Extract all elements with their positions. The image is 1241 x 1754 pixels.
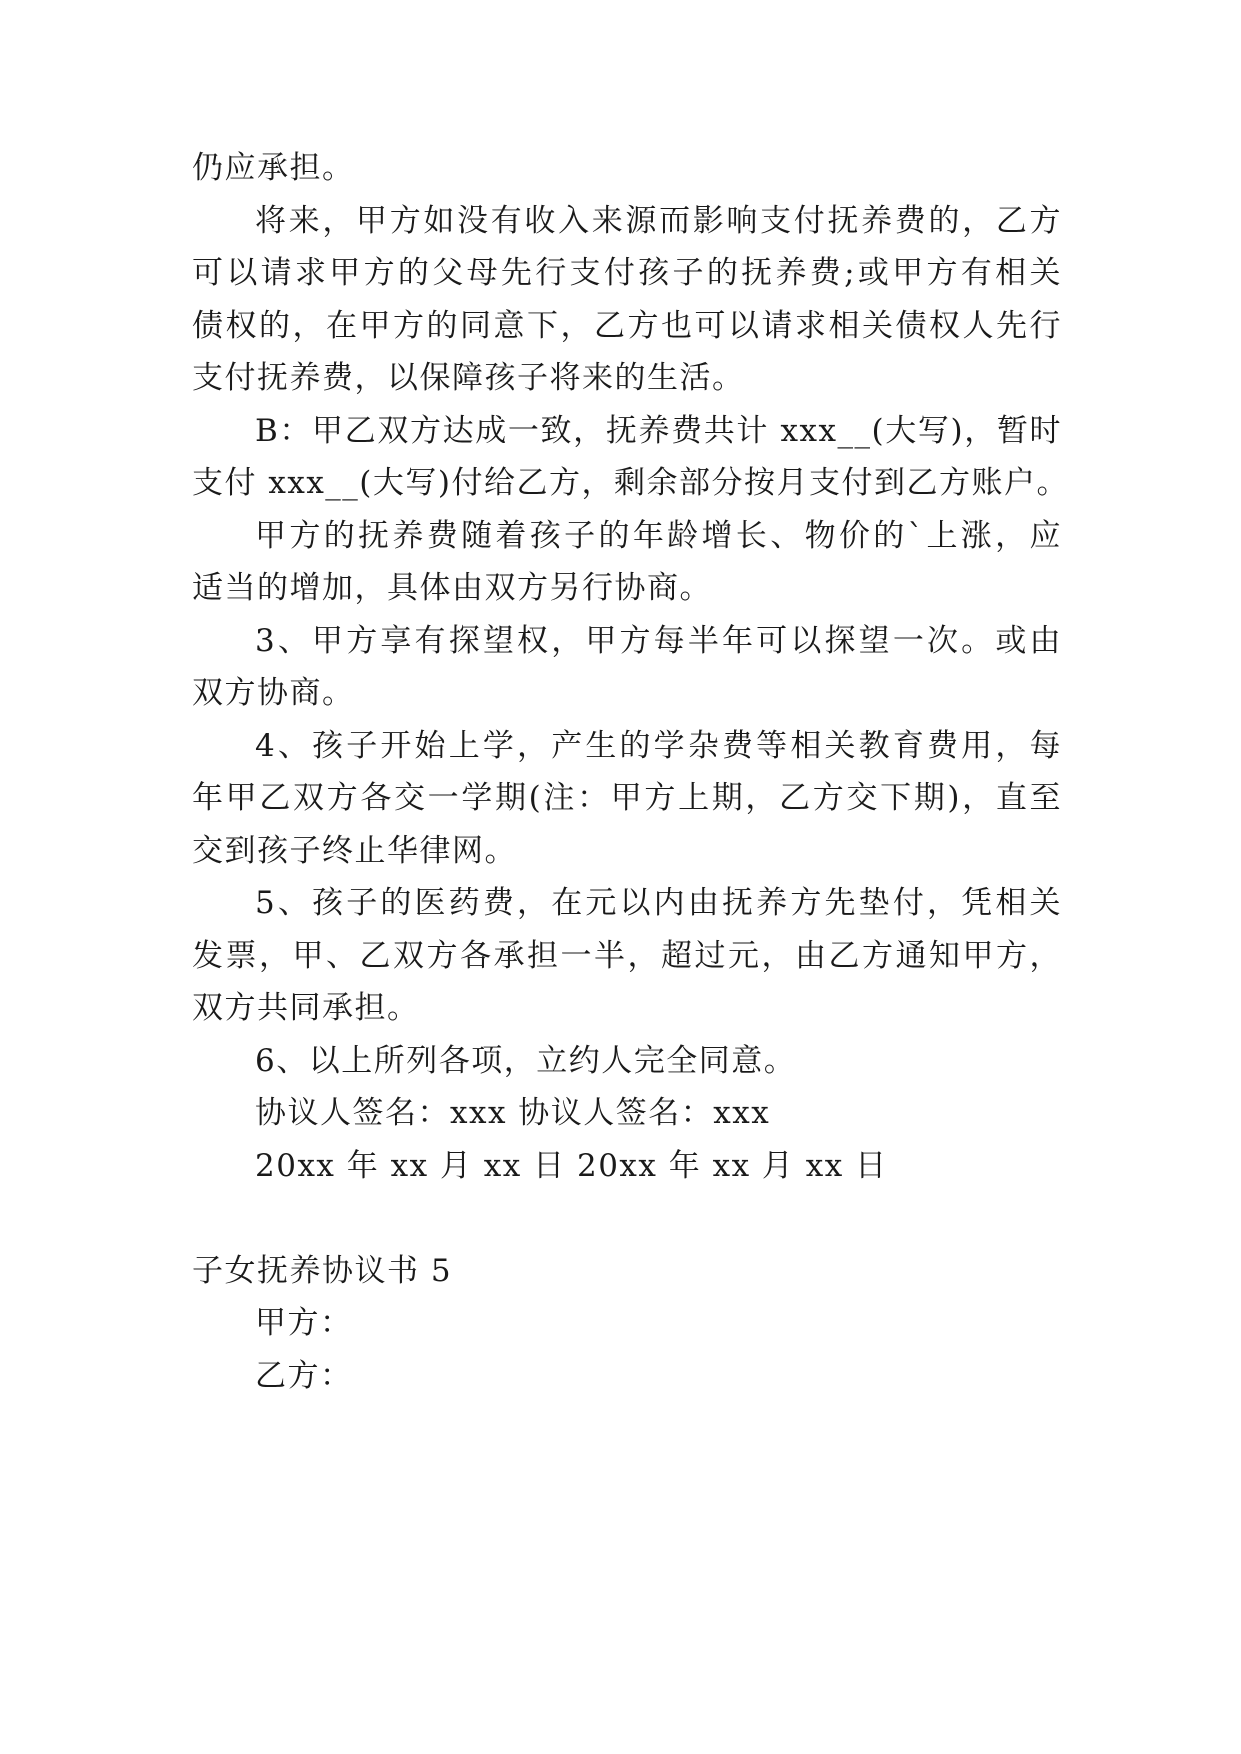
text-line-1: 仍应承担。 [192,150,355,186]
text-line-8: 甲方的抚养费随着孩子的年龄增长、物价的`上涨，应 [255,518,1062,554]
text-line-10: 3、甲方享有探望权，甲方每半年可以探望一次。或由 [255,623,1062,659]
text-line-9: 适当的增加，具体由双方另行协商。 [192,570,712,606]
date-line: 20xx 年 xx 月 xx 日 20xx 年 xx 月 xx 日 [255,1148,888,1184]
text-line-4: 债权的，在甲方的同意下，乙方也可以请求相关债权人先行 [192,308,1062,344]
text-line-6: B：甲乙双方达成一致，抚养费共计 xxx__(大写)，暂时 [255,413,1062,449]
text-line-2: 将来，甲方如没有收入来源而影响支付抚养费的，乙方 [255,203,1062,239]
text-line-14: 交到孩子终止华律网。 [192,833,517,869]
party-b-label: 乙方： [255,1358,353,1394]
text-line-16: 发票，甲、乙双方各承担一半，超过元，由乙方通知甲方， [192,938,1062,974]
text-line-3: 可以请求甲方的父母先行支付孩子的抚养费;或甲方有相关 [192,255,1062,291]
signature-line: 协议人签名：xxx 协议人签名：xxx [255,1095,771,1131]
text-line-13: 年甲乙双方各交一学期(注：甲方上期，乙方交下期)，直至 [192,780,1062,816]
text-line-5: 支付抚养费，以保障孩子将来的生活。 [192,360,745,396]
text-line-11: 双方协商。 [192,675,355,711]
text-line-18: 6、以上所列各项，立约人完全同意。 [255,1043,797,1079]
text-line-15: 5、孩子的医药费，在元以内由抚养方先垫付，凭相关 [255,885,1062,921]
text-line-7: 支付 xxx__(大写)付给乙方，剩余部分按月支付到乙方账户。 [192,465,1069,501]
party-a-label: 甲方： [255,1305,353,1341]
text-line-12: 4、孩子开始上学，产生的学杂费等相关教育费用，每 [255,728,1062,764]
text-line-17: 双方共同承担。 [192,990,420,1026]
section-title: 子女抚养协议书 5 [192,1253,453,1289]
